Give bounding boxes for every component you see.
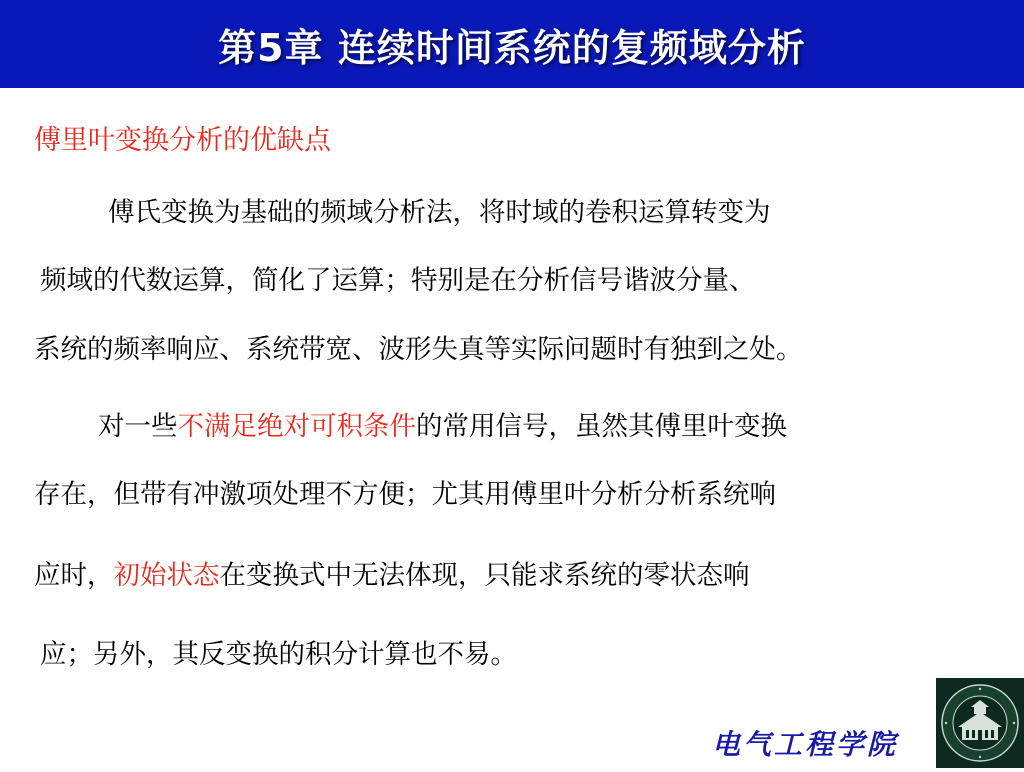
para2-highlight-initial-state: 初始状态 xyxy=(113,560,220,591)
para2-line4: 应；另外，其反变换的积分计算也不易。 xyxy=(40,639,517,670)
para2-line2: 存在，但带有冲激项处理不方便；尤其用傅里叶分析分析系统响 xyxy=(34,479,776,510)
title-bar xyxy=(0,0,1024,88)
para2-highlight-condition: 不满足绝对可积条件 xyxy=(177,411,416,442)
para2-line3 xyxy=(34,553,750,592)
para2-line1 xyxy=(98,404,787,443)
slide-title: 第5章 连续时间系统的复频域分析 xyxy=(218,25,806,70)
whu-university-emblem-icon xyxy=(936,678,1024,768)
footer-school-name: 电气工程学院 xyxy=(712,728,899,761)
para2-line1-post: 的常用信号，虽然其傅里叶变换 xyxy=(416,411,787,442)
para2-line3-post: 在变换式中无法体现，只能求系统的零状态响 xyxy=(219,560,750,591)
section-title: 傅里叶变换分析的优缺点 xyxy=(34,125,331,156)
para1-line2: 频域的代数运算，简化了运算；特别是在分析信号谐波分量、 xyxy=(40,265,756,296)
para1-line3: 系统的频率响应、系统带宽、波形失真等实际问题时有独到之处。 xyxy=(34,334,803,365)
para2-line3-pre: 应时， xyxy=(34,560,114,591)
para2-line1-pre: 对一些 xyxy=(98,411,178,442)
para1-line1: 傅氏变换为基础的频域分析法，将时域的卷积运算转变为 xyxy=(108,197,771,228)
